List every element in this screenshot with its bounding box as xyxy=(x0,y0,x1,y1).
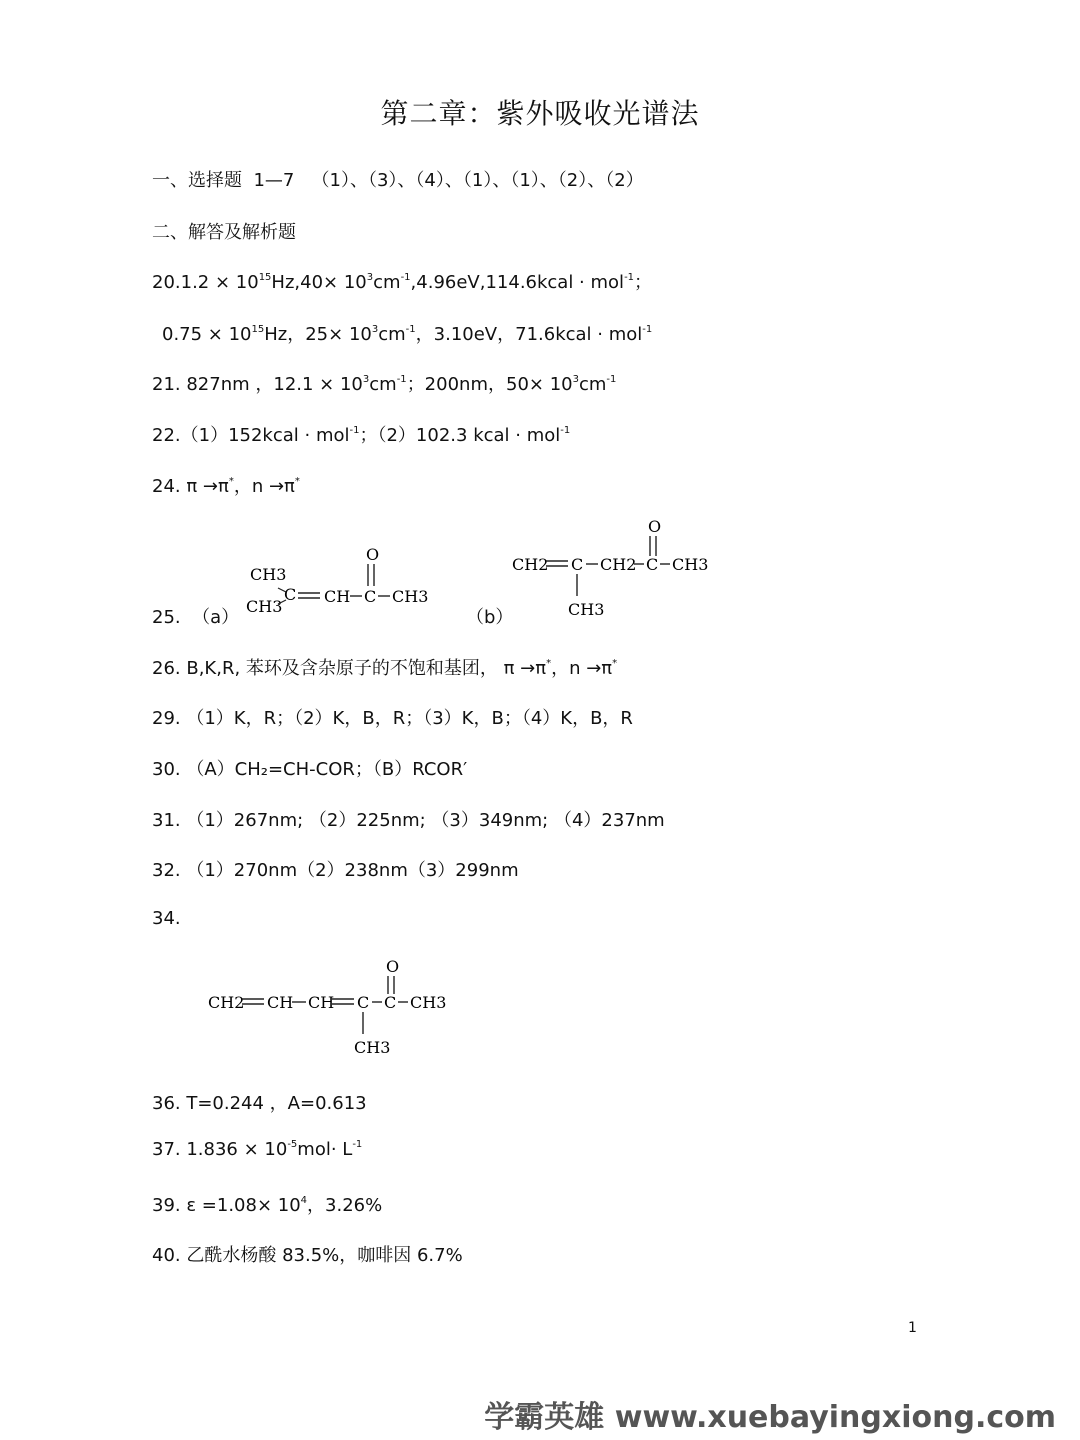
molecule-34 xyxy=(204,952,454,1062)
mol25b-ch3-end: CH3 xyxy=(672,555,709,574)
molecule-25b xyxy=(508,512,718,622)
answer-25b-label: （b） xyxy=(466,607,514,628)
mol25a-ch: CH xyxy=(324,587,351,606)
watermark-footer: 学霸英雄 www.xuebayingxiong.com xyxy=(484,1400,1056,1435)
mol34-o: O xyxy=(386,957,400,976)
molecule-25a xyxy=(240,540,440,620)
mol34-ch2b: CH xyxy=(308,993,335,1012)
mol25a-ch3-bottom: CH3 xyxy=(246,597,283,616)
answer-25-label: 25. （a） xyxy=(152,607,240,628)
answer-21: 21. 827nm ，$12.1 \times 10^3cm^{-1}$；200nm，$50\times 10^3cm^{-1}$ xyxy=(152,374,617,395)
mol25b-ch3-sub: CH3 xyxy=(568,600,605,619)
page-number: 1 xyxy=(908,1320,917,1336)
answer-40: 40. 乙酰水杨酸 83.5%，咖啡因 6.7% xyxy=(152,1245,463,1266)
answer-20-line1: $20.1.2 \times 10^{15}Hz,40\times$ $10^3cm^{-1},4.96eV,114.6kcal \cdot mol^{-1}$； xyxy=(152,272,653,293)
mol25b-c: C xyxy=(571,555,584,574)
mol34-ch3-end: CH3 xyxy=(410,993,447,1012)
mol25b-ch2b: CH2 xyxy=(600,555,637,574)
mol34-c: C xyxy=(357,993,370,1012)
mol34-c2: C xyxy=(384,993,397,1012)
answer-34-label: 34. xyxy=(152,908,181,929)
mol34-ch3-sub: CH3 xyxy=(354,1038,391,1057)
mol25a-o: O xyxy=(366,545,380,564)
answer-20-line2: $0.75 \times 10^{15}Hz$，$25\times 10^3cm^{-1}$，3.10eV，71.6kcal · mol$^{-1}$ xyxy=(162,324,653,345)
answer-36: 36. T=0.244 ，A=0.613 xyxy=(152,1093,367,1114)
page-title: 第二章：紫外吸收光谱法 xyxy=(380,97,700,130)
answer-29: 29. （1）K，R；（2）K，B，R；（3）K，B；（4）K，B，R xyxy=(152,708,633,729)
mol25a-c2: C xyxy=(364,587,377,606)
answer-31: 31. （1）267nm; （2）225nm; （3）349nm; （4）237nm xyxy=(152,810,665,831)
section-answers-heading: 二、解答及解析题 xyxy=(152,222,296,243)
answer-26: 26. B,K,R, 苯环及含杂原子的不饱和基团， π →π*，n →π* xyxy=(152,658,618,679)
answer-30: 30. （A）CH₂=CH-COR；（B）RCOR′ xyxy=(152,759,468,780)
answer-37: 37. $1.836 \times 10^{-5}mol\cdot L^{-1}$ xyxy=(152,1139,363,1160)
answer-24: 24. π →π*，n →π* xyxy=(152,476,300,497)
mol25b-o: O xyxy=(648,517,662,536)
mol34-ch2: CH2 xyxy=(208,993,245,1012)
answer-22: 22.（1）152kcal · mol$^{-1}$；（2）102.3 kcal · mol$^{-1}$ xyxy=(152,425,571,446)
mol25a-ch3-end: CH3 xyxy=(392,587,429,606)
mol25b-c2: C xyxy=(646,555,659,574)
answer-39: 39. $\varepsilon =1.08\times 10^4$，3.26% xyxy=(152,1195,383,1216)
section-choice: 一、选择题 1—7 （1）、（3）、（4）、（1）、（1）、（2）、（2） xyxy=(152,170,644,191)
mol25a-ch3-top: CH3 xyxy=(250,565,287,584)
mol25b-ch2: CH2 xyxy=(512,555,549,574)
mol34-ch1: CH xyxy=(267,993,294,1012)
mol25a-c: C xyxy=(284,585,297,604)
answer-32: 32. （1）270nm（2）238nm（3）299nm xyxy=(152,860,519,881)
